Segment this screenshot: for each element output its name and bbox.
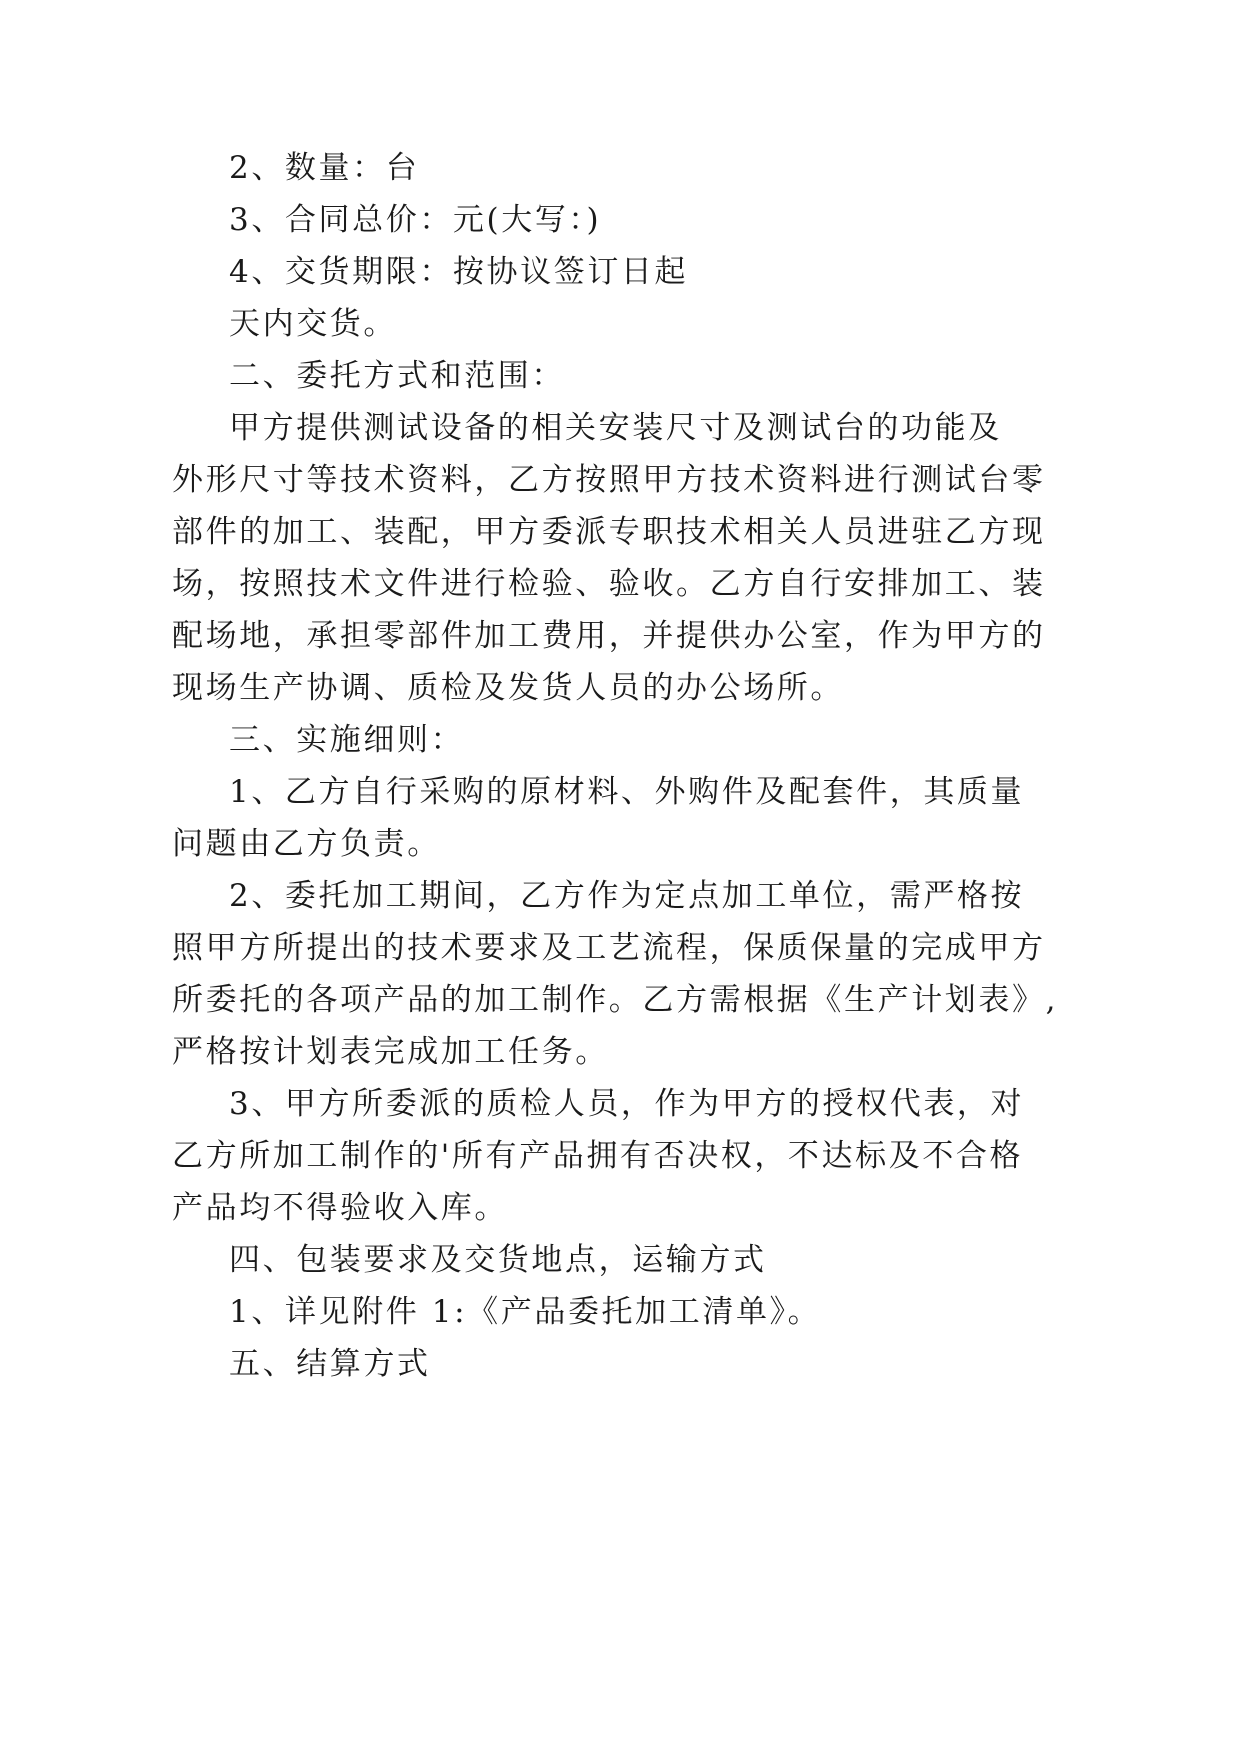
section-heading-3: 三、实施细则： — [229, 722, 465, 758]
paragraph-line: 问题由乙方负责。 — [172, 826, 441, 862]
section-heading-4: 四、包装要求及交货地点，运输方式 — [229, 1242, 767, 1278]
section-heading-5: 五、结算方式 — [229, 1346, 431, 1382]
paragraph-line: 甲方提供测试设备的相关安装尺寸及测试台的功能及 — [229, 410, 1002, 446]
paragraph-line: 2、委托加工期间，乙方作为定点加工单位，需严格按 — [229, 878, 1025, 914]
paragraph-line: 1、乙方自行采购的原材料、外购件及配套件，其质量 — [229, 774, 1025, 810]
paragraph-line: 现场生产协调、质检及发货人员的办公场所。 — [172, 670, 844, 706]
paragraph-line: 产品均不得验收入库。 — [172, 1190, 508, 1226]
paragraph-line: 1、详见附件 1:《产品委托加工清单》。 — [229, 1294, 822, 1330]
paragraph-line: 3、甲方所委派的质检人员，作为甲方的授权代表，对 — [229, 1086, 1025, 1122]
paragraph-line: 外形尺寸等技术资料，乙方按照甲方技术资料进行测试台零 — [172, 462, 1046, 498]
text-line-delivery-days: 天内交货。 — [229, 306, 397, 342]
section-heading-2: 二、委托方式和范围： — [229, 358, 565, 394]
text-line-quantity: 2、数量：台 — [229, 150, 420, 186]
paragraph-line: 场，按照技术文件进行检验、验收。乙方自行安排加工、装 — [172, 566, 1046, 602]
paragraph-line: 部件的加工、装配，甲方委派专职技术相关人员进驻乙方现 — [172, 514, 1046, 550]
text-line-delivery-period: 4、交货期限：按协议签订日起 — [229, 254, 689, 290]
paragraph-line: 配场地，承担零部件加工费用，并提供办公室，作为甲方的 — [172, 618, 1046, 654]
paragraph-line: 严格按计划表完成加工任务。 — [172, 1034, 609, 1070]
paragraph-line: 乙方所加工制作的'所有产品拥有否决权，不达标及不合格 — [172, 1138, 1024, 1174]
paragraph-line: 所委托的各项产品的加工制作。乙方需根据《生产计划表》, — [172, 982, 1059, 1018]
text-line-total-price: 3、合同总价：元(大写：) — [229, 202, 602, 238]
paragraph-line: 照甲方所提出的技术要求及工艺流程，保质保量的完成甲方 — [172, 930, 1046, 966]
